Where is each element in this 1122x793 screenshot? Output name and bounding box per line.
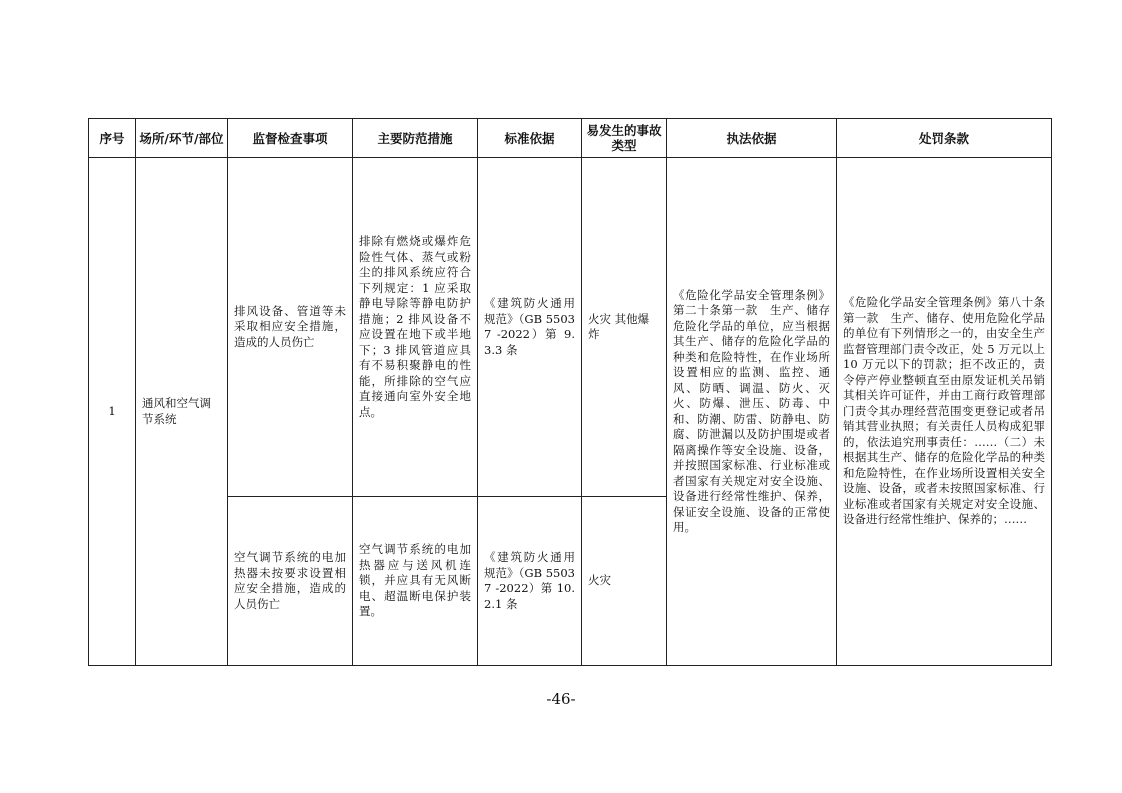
measures-cell: 空气调节系统的电加热器应与送风机连锁，并应具有无风断电、超温断电保护装置。: [353, 497, 478, 666]
accident-cell: 火灾: [582, 497, 667, 666]
standard-cell: 《建筑防火通用规范》（GB 55037 -2022）第 9.3.3 条: [478, 158, 582, 497]
header-accident: 易发生的事故类型: [582, 119, 667, 158]
header-penalty: 处罚条款: [837, 119, 1052, 158]
seq-cell: 1: [89, 158, 136, 666]
header-inspection: 监督检查事项: [228, 119, 353, 158]
measures-cell: 排除有燃烧或爆炸危险性气体、蒸气或粉尘的排风系统应符合下列规定：1 应采取静电导除等静电防护措施；2 排风设备不应设置在地下或半地下；3 排风管道应具有不易积聚静电的性能，所排除的空气应直接通向室外安全地点。: [353, 158, 478, 497]
accident-cell: 火灾 其他爆炸: [582, 158, 667, 497]
header-legal-basis: 执法依据: [667, 119, 837, 158]
table-header-row: [89, 119, 1052, 158]
inspection-cell: 空气调节系统的电加热器未按要求设置相应安全措施，造成的人员伤亡: [228, 497, 353, 666]
legal-basis-cell: 《危险化学品安全管理条例》第二十条第一款 生产、储存危险化学品的单位，应当根据其生产、储存的危险化学品的种类和危险特性，在作业场所设置相应的监测、监控、通风、防晒、调温、防火、灭火、防爆、泄压、防毒、中和、防潮、防雷、防静电、防腐、防泄漏以及防护围堤或者隔离操作等安全设施、设备，并按照国家标准、行业标准或者国家有关规定对安全设施、设备进行经常性维护、保养，保证安全设施、设备的正常使用。: [667, 158, 837, 666]
penalty-cell: 《危险化学品安全管理条例》第八十条第一款 生产、储存、使用危险化学品的单位有下列情形之一的，由安全生产监督管理部门责令改正，处 5 万元以上 10 万元以下的罚款；拒不改正的，责令停产停业整顿直至由原发证机关吊销其相关许可证件，并由工商行政管理部门责令其办理经营范围变更登记或者吊销其营业执照；有关责任人员构成犯罪的，依法追究刑事责任：……（二）未根据其生产、储存的危险化学品的种类和危险特性，在作业场所设置相关安全设施、设备，或者未按照国家标准、行业标准或者国家有关规定对安全设施、设备进行经常性维护、保养的；……: [837, 158, 1052, 666]
header-standard: 标准依据: [478, 119, 582, 158]
header-seq: 序号: [89, 119, 136, 158]
location-cell: 通风和空气调节系统: [136, 158, 228, 666]
page-number: -46-: [546, 690, 576, 708]
inspection-cell: 排风设备、管道等未采取相应安全措施，造成的人员伤亡: [228, 158, 353, 497]
regulation-table: [88, 118, 1052, 666]
table-row: [89, 158, 1052, 497]
standard-cell: 《建筑防火通用规范》（GB 55037 -2022）第 10.2.1 条: [478, 497, 582, 666]
header-location: 场所/环节/部位: [136, 119, 228, 158]
header-measures: 主要防范措施: [353, 119, 478, 158]
